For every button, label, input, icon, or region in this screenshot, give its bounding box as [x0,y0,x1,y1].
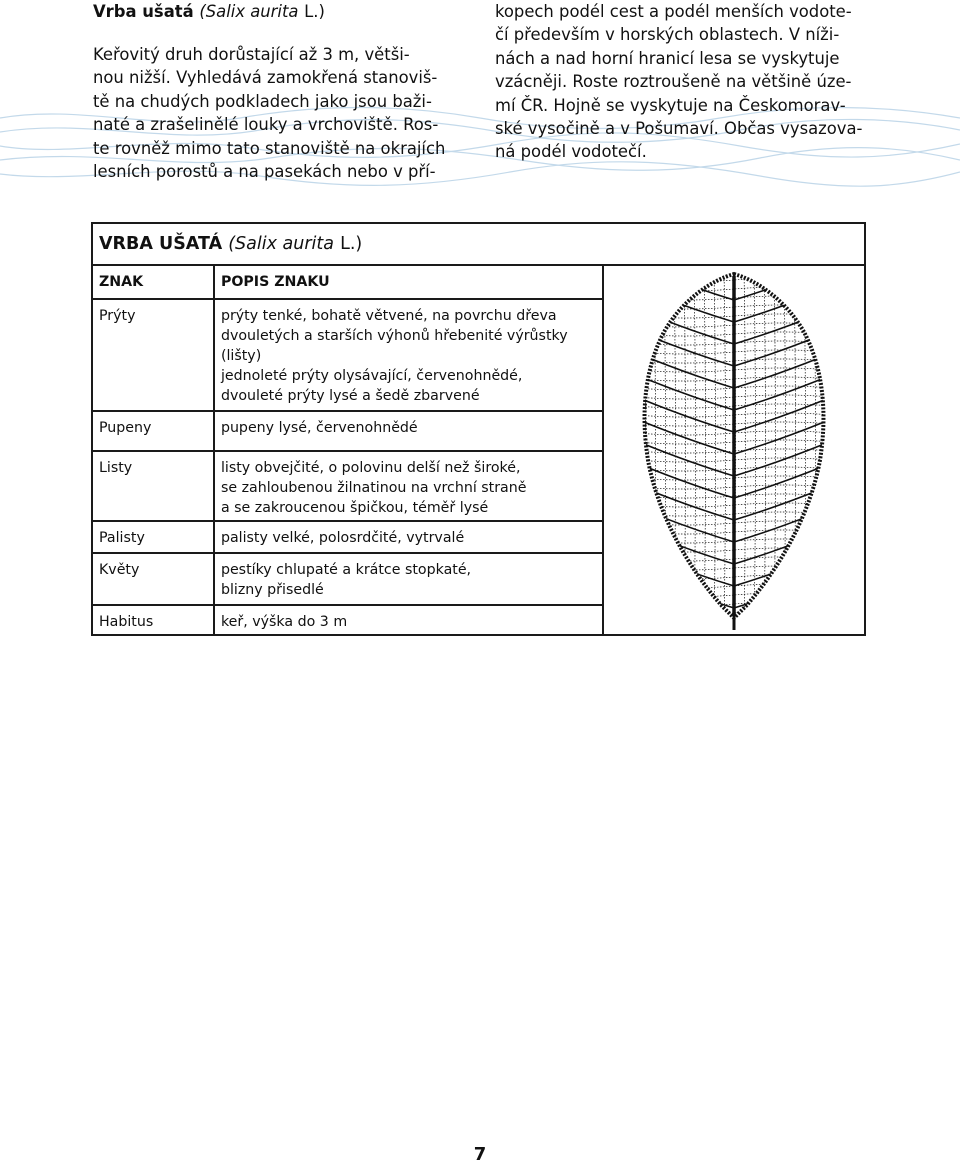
text-line: Keřovitý druh dorůstající až 3 m, větši- [93,45,410,64]
header-sign: ZNAK [92,265,214,299]
text-line: palisty velké, polosrdčité, vytrvalé [220,530,465,546]
text-line: nách a nad horní hranicí lesa se vyskytuje [495,48,840,68]
row-description [221,306,596,406]
species-author: L.) [304,2,325,21]
leaf-skeleton-image [636,270,832,630]
species-heading [93,0,471,22]
row-sign: Palisty [99,530,145,546]
row-sign: Květy [99,562,140,578]
text-line: pestíky chlupaté a krátce stopkaté, [220,562,472,578]
text-line: ná podél vodotečí. [495,142,647,162]
text-line: dvouletých a starších výhonů hřebenité výrůstky [220,328,568,344]
row-sign: Habitus [99,614,154,630]
text-line: vzácněji. Roste roztroušeně na většině úze- [495,72,852,92]
text-line: tě na chudých podkladech jako jsou baži- [93,91,432,111]
text-line: keř, výška do 3 m [220,614,348,630]
intro-left-column [93,0,471,183]
intro-paragraph-left [93,43,471,183]
table-title [92,223,865,265]
page-number: 7 [473,1144,487,1165]
leaf-illustration-cell [603,265,865,635]
row-sign: Listy [99,460,133,476]
text-line: nou nižší. Vyhledává zamokřená stanoviš- [93,68,438,88]
row-description [221,612,596,632]
species-name: Vrba ušatá [93,2,194,21]
text-line: kopech podél cest a podél menších vodote- [495,2,852,21]
text-line: (lišty) [220,348,262,364]
text-line: ské vysočině a v Pošumaví. Občas vysazova- [495,119,863,139]
header-description: POPIS ZNAKU [214,265,603,299]
text-line: prýty tenké, bohatě větvené, na povrchu dřeva [220,308,557,324]
text-line: naté a zrašelinělé louky a vrchoviště. Ros- [93,115,439,135]
text-line: lesních porostů a na pasekách nebo v pří- [93,162,436,182]
row-sign: Prýty [99,308,136,324]
text-line: se zahloubenou žilnatinou na vrchní straně [220,480,527,496]
species-table [91,222,866,642]
row-description [221,458,596,518]
intro-paragraph-right [495,0,870,164]
table-title-latin: (Salix aurita [228,234,334,254]
row-sign: Pupeny [99,420,152,436]
text-line: dvouleté prýty lysé a šedě zbarvené [220,388,480,404]
text-line: te rovněž mimo tato stanoviště na okrajích [93,138,446,158]
text-line: mí ČR. Hojně se vyskytuje na Českomorav- [495,95,846,115]
row-description [221,418,596,438]
text-line: jednoleté prýty olysávající, červenohnědé, [220,368,523,384]
table-title-name: VRBA UŠATÁ [99,234,223,254]
text-line: listy obvejčité, o polovinu delší než široké, [220,460,521,476]
text-line: pupeny lysé, červenohnědé [220,420,418,436]
species-latin: (Salix aurita [199,2,299,21]
row-description [221,560,596,600]
table-title-author: L.) [340,234,363,254]
text-line: čí především v horských oblastech. V níži- [495,25,840,45]
text-line: blizny přisedlé [220,582,324,598]
text-line: a se zakroucenou špičkou, téměř lysé [220,500,489,516]
row-description [221,528,596,548]
intro-right-column [495,0,870,164]
